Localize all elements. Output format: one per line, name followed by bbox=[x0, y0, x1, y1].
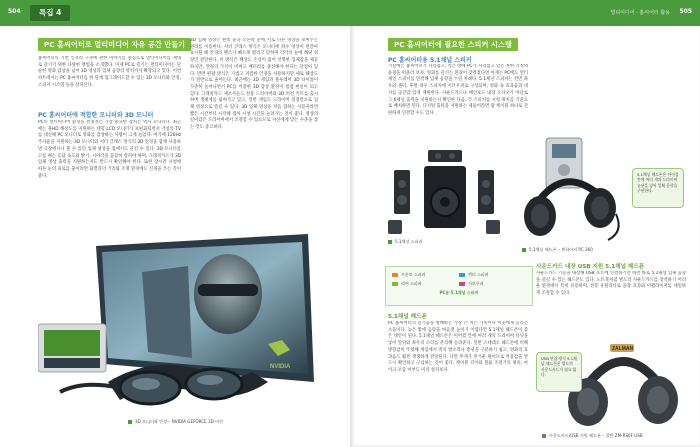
usb-headphones-caption bbox=[542, 433, 643, 439]
headphone-section-heading: 5.1채널 헤드폰 bbox=[388, 314, 427, 320]
headphones-note-callout: 5.1채널 헤드폰은 이어컵 안에 여러 개의 드라이버 유닛을 넣어 입체 음향을 구현한다. bbox=[632, 168, 684, 208]
speaker-section-body: 거실에는 홈씨어터가 자리잡고, 작은 방에 PC가 자리잡고 있는 흔한 가정의 풍경을 떠올려 보자. 영화를 즐기는 환경이 갖춰졌다면 이제는 PC에도 멀티채널 스피커를 연결해 입체 음향을 누릴 차례다. 5.1채널 스피커는 전면 좌우와 센터, 후면 좌우 스피커에 서브우퍼로 구성되며, 영화 속 효과음과 대사를 공간감 있게 재현한다. 사운드카드나 메인보드 내장 오디오가 아날로그 6채널 출력을 지원하는지 확인한 다음, 각 스피커를 시청 위치를 기준으로 배치하면 된다. 디지털 출력을 지원하는 제품이라면 광 케이블 하나로 간편하게 연결할 수도 있다. bbox=[388, 64, 528, 116]
legend-row bbox=[392, 272, 526, 278]
left-col2-body: 3D 입체 영상은 왼쪽 눈과 오른쪽 눈에 서로 다른 영상을 보여주는 원리를 이용한다. 셔터 글래스 방식은 모니터에 좌우 영상이 번갈아 표시될 때 안경의 렌즈가 빠르게 열리고 닫히며 각각의 눈에 해당 영상만 전달한다. 이 방식은 해상도 손실이 없어 선명한 입체감을 제공하지만, 안경의 가격이 비싸고 배터리를 충전해야 한다는 단점이 있다. 반면 편광 방식은 가볍고 저렴한 안경을 사용하지만 세로 해상도가 절반으로 줄어든다. 최근에는 3D 게임과 블루레이 3D 타이틀이 꾸준히 늘어나면서 PC를 이용한 3D 감상 환경이 점점 현실이 되고 있다. 그래픽카드 제조사들도 전용 드라이버와 3D 비전 키트를 출시하며 생태계를 넓혀가고 있고, 일반 게임도 드라이버 설정만으로 입체 영상으로 즐길 수 있다. 3D 입체 영상을 처음 접하는 사용자라면 짧은 시간부터 시작해 점차 시청 시간을 늘려가는 것이 좋다. 영상의 깊이감은 드라이버에서 조절할 수 있으므로 자신에게 맞는 수준을 찾는 것도 중요하다. bbox=[190, 38, 318, 131]
left-top-bar bbox=[0, 0, 350, 26]
headphone-section-body: PC 홈씨어터의 즐거움을 방해하는 가장 큰 적은 가족이나 이웃에게 들리는 소음이다. 늦은 밤에 음량을 마음껏 높이기 어렵다면 5.1채널 헤드폰이 좋은 대안이 된다. 5.1채널 헤드폰은 이어컵 안에 여러 개의 드라이버 유닛을 넣어 앞뒤와 좌우의 소리를 분리해 들려준다. 일반 스테레오 헤드폰에 비해 방향감이 뚜렷해 게임에서 적의 발소리나 총성을 구분하기 쉽고, 영화의 효과음도 훨씬 생생하게 전달된다. 다만 무게가 무거운 편이므로 착용감을 반드시 확인하고 구입하는 것이 좋다. 케이블 길이와 볼륨 조절기의 위치, 마이크 포함 여부도 미리 살펴보자. bbox=[388, 321, 528, 373]
headphones-caption-text: 5.1채널 헤드폰 – 젠하이저 PC 360 bbox=[529, 247, 593, 252]
legend-item-center bbox=[459, 272, 526, 278]
legend-row bbox=[392, 281, 526, 287]
right-page-number: 505 bbox=[679, 8, 692, 15]
left-page-number: 504 bbox=[8, 8, 21, 15]
legend-swatch-icon bbox=[459, 282, 465, 286]
legend-label: 프론트 스피커 bbox=[401, 272, 426, 277]
right-top-bar bbox=[350, 0, 700, 26]
usb-note-callout: USB 연결 방식 5.1채널 헤드폰은 별도의 사운드카드가 필요 없다. bbox=[536, 352, 582, 392]
caption-bullet bbox=[388, 240, 392, 244]
speaker-set-illustration bbox=[388, 140, 500, 236]
usb-headphone-heading: 사운드카드 내장 USB 지원 5.1채널 헤드폰 bbox=[536, 264, 645, 270]
section-tab: 특집 4 bbox=[30, 5, 70, 21]
5-1-headphones-photo bbox=[520, 136, 630, 244]
legend-label: 서브우퍼 bbox=[468, 281, 484, 286]
svg-text:NVIDIA: NVIDIA bbox=[270, 364, 291, 370]
right-banner-title: PC 홈씨어터에 필요한 스피커 시스템 bbox=[388, 38, 518, 51]
running-head: 멀티미디어 · 홈씨어터 활용 bbox=[610, 10, 670, 16]
legend-item-rear bbox=[392, 281, 459, 287]
svg-text:ZALMAN: ZALMAN bbox=[612, 346, 634, 352]
3d-vision-illustration bbox=[38, 232, 320, 416]
legend-swatch-icon bbox=[392, 282, 398, 286]
caption-bullet bbox=[522, 248, 526, 252]
left-col1-body: PC의 멀티미디어 환경을 결정짓는 가장 중요한 장치는 역시 모니터다. 최근에는 풀HD 해상도를 지원하는 대형 LCD 모니터가 보편화되면서 거실의 TV를 대신해 PC 모니터로 영화를 감상하는 사람이 크게 늘었다. 여기에 120Hz 주사율을 지원하는 3D 모니터와 셔터 글래스 방식의 3D 안경을 함께 사용하면 극장에서나 볼 수 있던 입체 영상을 집에서도 즐길 수 있다. 3D 모니터를 고를 때는 응답 속도와 밝기, 시야각을 꼼꼼히 살펴야 하며, 그래픽카드가 3D 입체 영상 출력을 지원하는지도 반드시 확인해야 한다. 또한 장시간 시청에 따른 눈의 피로를 줄이려면 화면과의 거리와 조명 환경에도 신경을 쓰는 것이 좋다. bbox=[38, 120, 181, 179]
headphones-caption bbox=[522, 247, 593, 253]
caption-bullet bbox=[542, 434, 546, 438]
speaker-section-heading: PC 홈씨어터용 5.1채널 스피커 bbox=[388, 57, 472, 64]
3d-monitor-glasses-photo bbox=[38, 232, 320, 416]
legend-swatch-icon bbox=[459, 273, 465, 277]
speaker-legend-box bbox=[385, 266, 533, 306]
legend-label: 센터 스피커 bbox=[468, 272, 489, 277]
speaker-system-photo bbox=[388, 140, 500, 236]
speakers-caption-text: 5.1채널 스피커 bbox=[395, 239, 423, 244]
glasses-photo-caption bbox=[128, 419, 223, 425]
left-banner-title: PC 홈씨어터로 멀티미디어 자유 공간 만들기 bbox=[38, 38, 191, 51]
usb-headphone-body: 사운드카드 기능을 내장해 USB 포트에 연결하기만 하면 바로 5.1채널 입체 음향을 즐길 수 있는 헤드폰도 있다. 노트북처럼 별도의 사운드카드를 장착하기 어려운 환경에서 특히 유용하며, 전용 유틸리티로 음장 효과와 이퀄라이저를 세밀하게 조절할 수 있다. bbox=[536, 271, 686, 297]
glasses-photo-caption-text: 3D 모니터와 안경 – NVIDIA GEFORCE 3D 비전 bbox=[135, 419, 223, 424]
usb-headphones-caption-text: 사운드카드/USB 지원 헤드폰 – 잘만 ZM-RS6F USB bbox=[549, 433, 643, 438]
legend-item-front bbox=[392, 272, 459, 278]
legend-title: PC용 5.1채널 스피커 bbox=[439, 290, 479, 295]
caption-bullet bbox=[128, 420, 132, 424]
speakers-caption bbox=[388, 239, 423, 245]
legend-item-subwoofer bbox=[459, 281, 526, 287]
legend-swatch-icon bbox=[392, 273, 398, 277]
headphones-illustration bbox=[520, 136, 630, 244]
left-section-heading: PC 홈씨어터에 적합한 모니터와 3D 모니터 bbox=[38, 112, 154, 119]
legend-label: 리어 스피커 bbox=[401, 281, 422, 286]
left-intro-text: 홈씨어터의 기반 인프라 구축에 관한 이야기를 중심으로 멀티미디어를 제대로 즐기기 위한 다양한 방법을 소개했다. 이제 PC로 즐기는 멀티미디어는 단순한 영화 감상을 넘어 3D 영상과 입체 음향의 영역까지 확장되고 있다. 이번 파트에서는 PC 홈씨어터를 한 단계 업그레이드할 수 있는 3D 모니터와 안경, 스피커 시스템 등을 살펴본다. bbox=[38, 56, 181, 88]
